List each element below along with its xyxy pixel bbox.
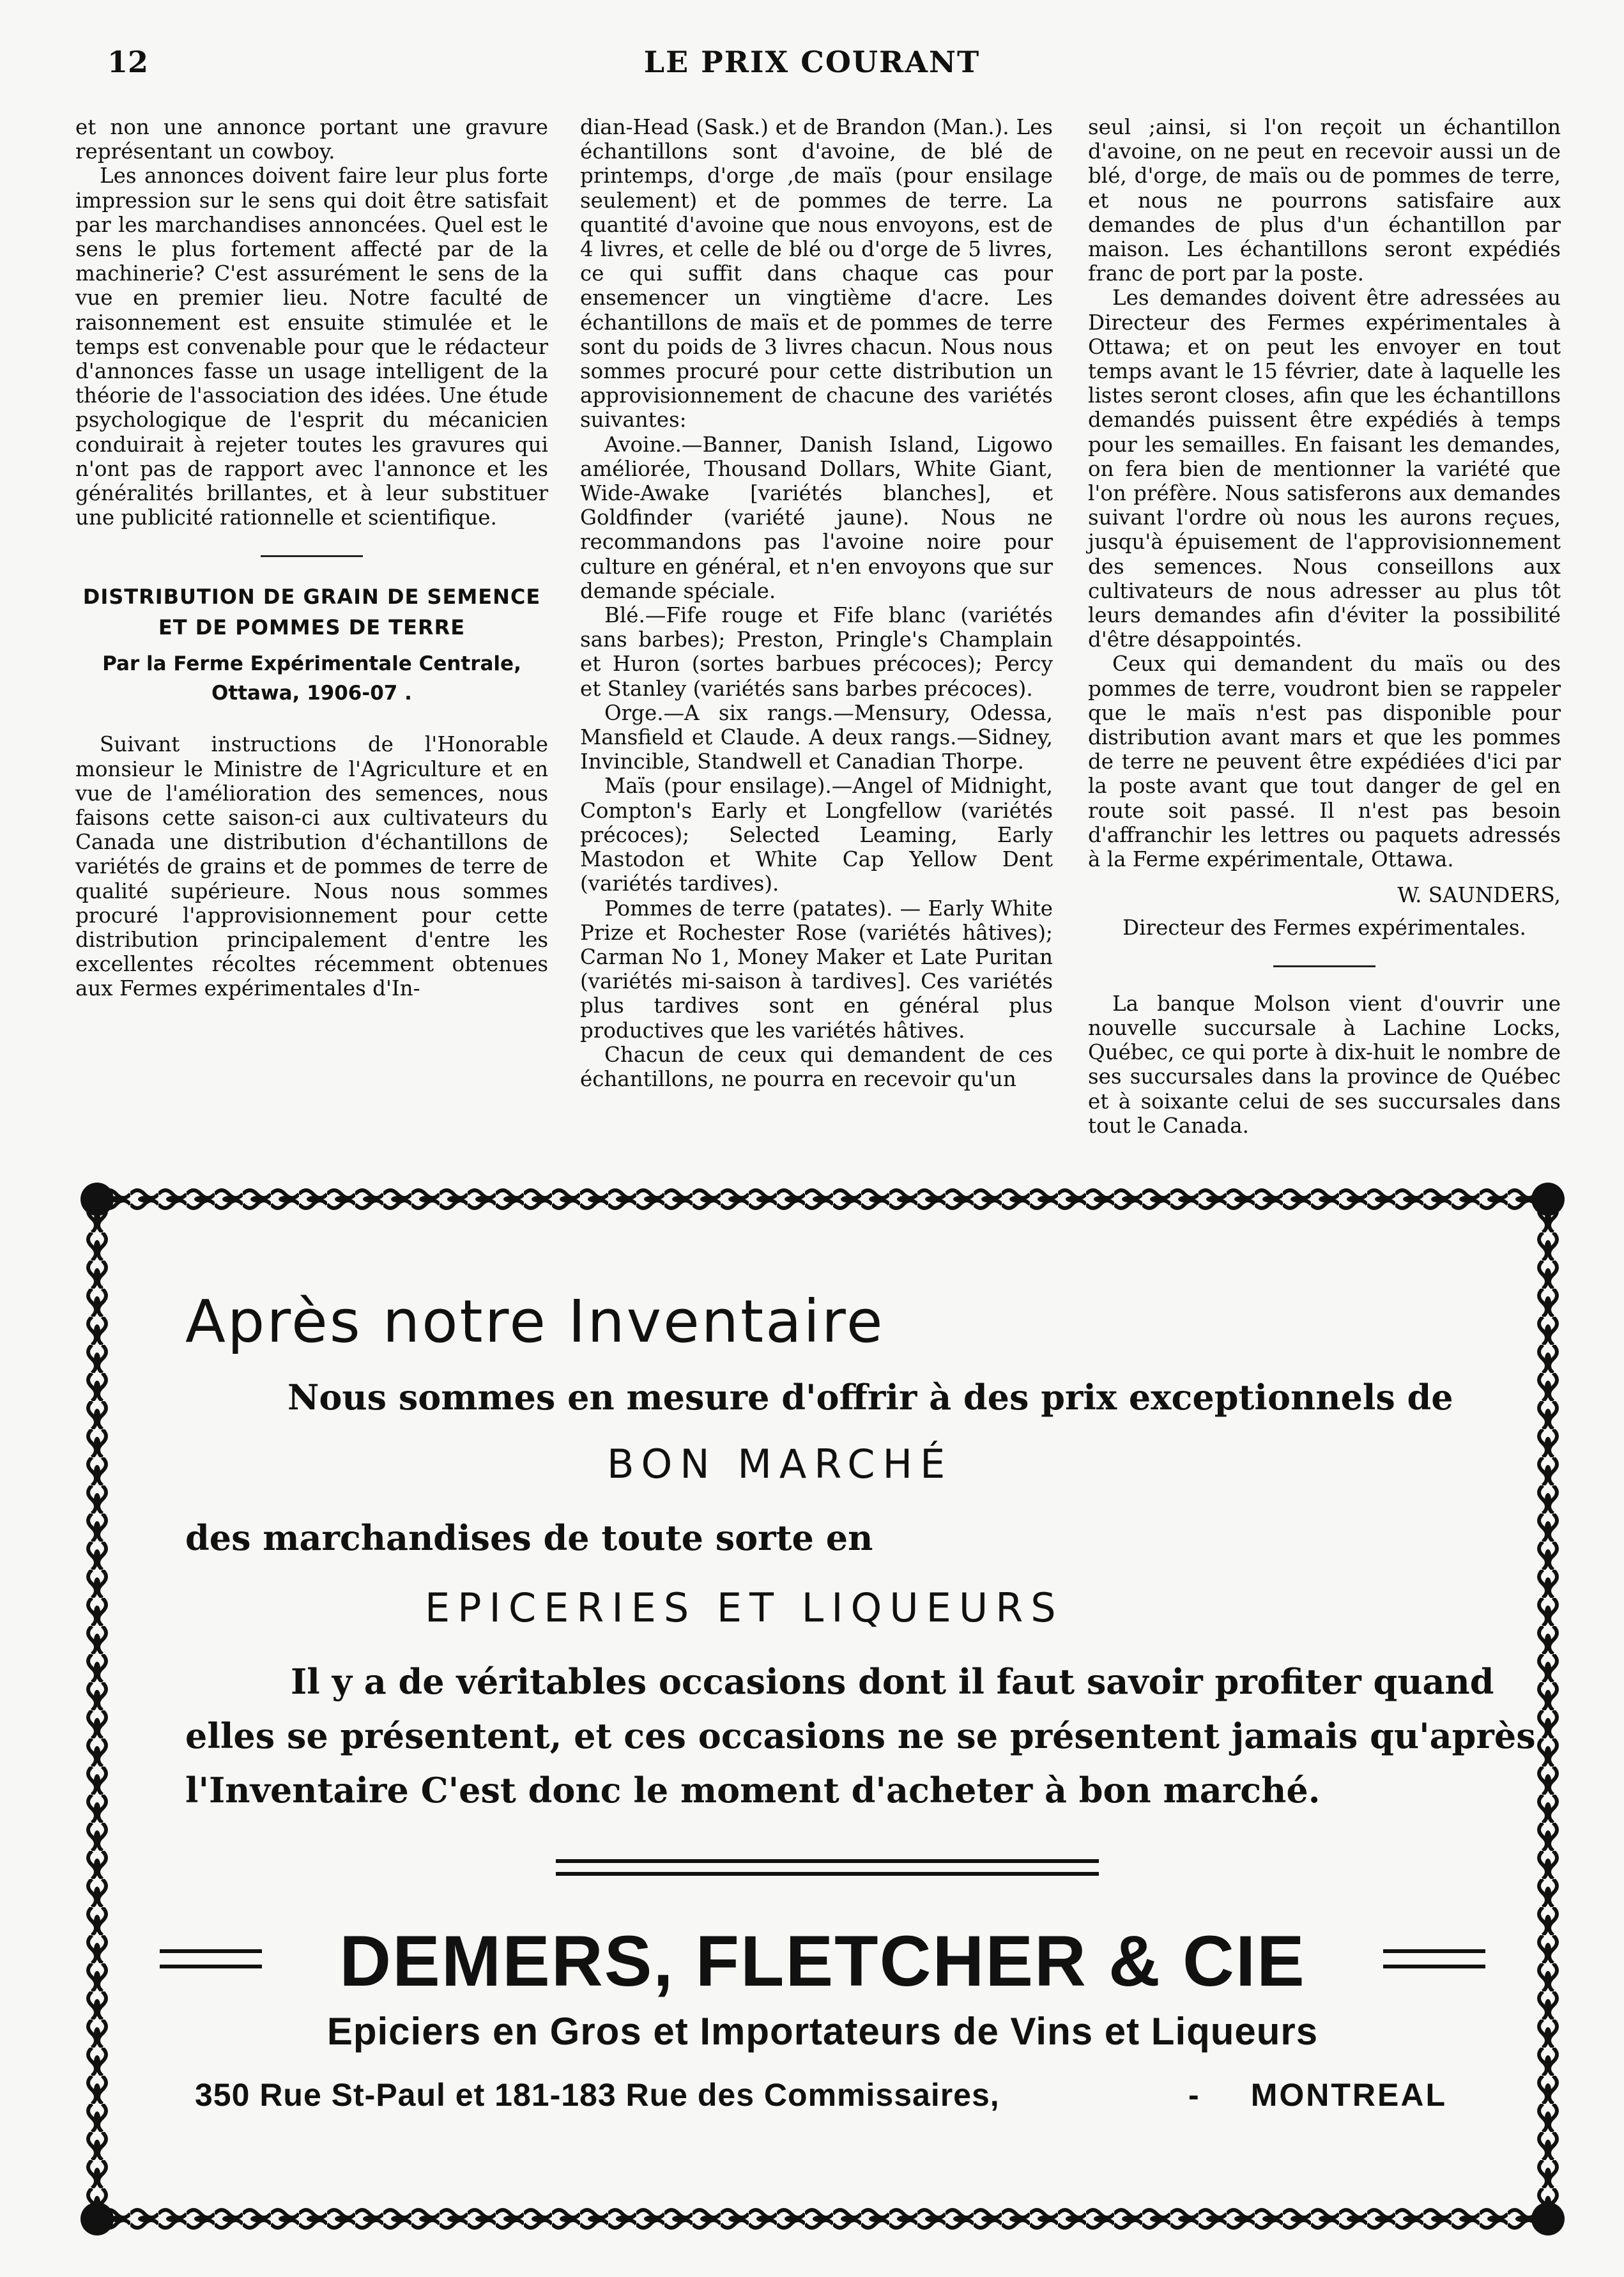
ad-headline: Après notre Inventaire xyxy=(185,1287,885,1356)
column-2 xyxy=(580,115,1053,1091)
double-rule xyxy=(556,1872,1099,1876)
journal-title: LE PRIX COURANT xyxy=(643,45,981,79)
company-block xyxy=(160,1920,1485,2003)
ad-text-line: l'Inventaire C'est donc le moment d'acheter à bon marché. xyxy=(185,1770,1321,1811)
column-3 xyxy=(1088,115,1561,1138)
company-tagline: Epiciers en Gros et Importateurs de Vins et Liqueurs xyxy=(326,2010,1319,2053)
decorative-bars xyxy=(1383,1949,1485,1972)
divider xyxy=(1273,965,1375,967)
decorative-border-right xyxy=(1534,1204,1562,2214)
paragraph: Maïs (pour ensilage).—Angel of Midnight, Compton's Early et Longfellow (variétés précoces); Selected Leaming, Early Mastodon et White Cap Yellow Dent (variétés tardives). xyxy=(580,774,1053,896)
company-name: DEMERS, FLETCHER & CIE xyxy=(339,1921,1306,2001)
paragraph: seul ;ainsi, si l'on reçoit un échantillon d'avoine, on ne peut en recevoir aussi un de blé, d'orge, de maïs ou de pommes de terre, et nous ne pourrons satisfaire aux demandes de plus d'un échantillon par maison. Les échantillons seront expédiés franc de port par la poste. xyxy=(1088,115,1561,286)
page-number: 12 xyxy=(107,45,149,79)
paragraph: Les annonces doivent faire leur plus forte impression sur le sens qui doit être satisfait par les marchandises annoncées. Quel est le sens le plus fortement affecté par de la machinerie? C'est assurément le sens de la vue en premier lieu. Notre faculté de raisonnement est ensuite stimulée et le temps est convenable pour que le rédacteur d'annonces fasse un usage intelligent de la théorie de l'association des idées. Une étude psychologique de l'esprit du mécanicien conduirait à rejeter toutes les gravures qui n'ont pas de rapport avec l'annonce et les généralités brillantes, et à leur substituer une publicité rationnelle et scientifique. xyxy=(75,164,548,530)
company-city: MONTREAL xyxy=(1250,2077,1447,2113)
corner-ornament xyxy=(80,2202,114,2235)
decorative-border-bottom xyxy=(102,2205,1543,2233)
column-1 xyxy=(75,115,548,1001)
company-address: 350 Rue St-Paul et 181-183 Rue des Commissaires, xyxy=(195,2077,1000,2113)
section-subtitle: Par la Ferme Expérimentale Centrale, Ottawa, 1906-07 . xyxy=(102,652,521,705)
ad-bon-marche: BON MARCHÉ xyxy=(607,1441,953,1487)
paragraph: Les demandes doivent être adressées au Directeur des Fermes expérimentales à Ottawa; et on peut les envoyer en tout temps avant le 15 février, date à laquelle les listes seront closes, afin que les échantillons demandés puissent être expédiés à temps pour les semailles. En faisant les demandes, on fera bien de mentionner la variété que l'on préfère. Nous satisferons aux demandes suivant l'ordre où nous les aurons reçues, jusqu'à épuisement de l'approvisionnement des semences. Nous conseillons aux cultivateurs de nous adresser au plus tôt leurs demandes afin d'éviter la possibilité d'être désappointés. xyxy=(1088,286,1561,652)
decorative-border-top xyxy=(102,1185,1543,1213)
ad-epiceries: EPICERIES ET LIQUEURS xyxy=(425,1584,1064,1631)
advertisement xyxy=(83,1185,1562,2233)
signature: W. SAUNDERS, xyxy=(1397,883,1561,908)
address-separator: - xyxy=(1188,2077,1199,2113)
ad-text-line: elles se présentent, et ces occasions ne se présentent jamais qu'après xyxy=(185,1715,1536,1756)
double-rule xyxy=(556,1859,1099,1863)
decorative-border-left xyxy=(83,1204,111,2214)
corner-ornament xyxy=(1531,1183,1565,1216)
paragraph: Orge.—A six rangs.—Mensury, Odessa, Mansfield et Claude. A deux rangs.—Sidney, Invincible, Standwell et Canadian Thorpe. xyxy=(580,700,1053,774)
signature-title: Directeur des Fermes expérimentales. xyxy=(1122,915,1526,940)
article-columns xyxy=(75,115,1564,1156)
divider xyxy=(261,555,363,557)
ad-text-line: Nous sommes en mesure d'offrir à des prix exceptionnels de xyxy=(287,1377,1453,1418)
ad-text-line: Il y a de véritables occasions dont il faut savoir profiter quand xyxy=(291,1661,1494,1702)
ad-text-line: des marchandises de toute sorte en xyxy=(185,1517,873,1558)
paragraph: Blé.—Fife rouge et Fife blanc (variétés sans barbes); Preston, Pringle's Champlain et Huron (sortes barbues précoces); Percy et Stanley (variétés sans barbes précoces). xyxy=(580,603,1053,701)
page-header xyxy=(77,45,1547,89)
section-title: DISTRIBUTION DE GRAIN DE SEMENCE ET DE POMMES DE TERRE xyxy=(82,585,541,640)
paragraph: Chacun de ceux qui demandent de ces échantillons, ne pourra en recevoir qu'un xyxy=(580,1042,1053,1091)
paragraph: La banque Molson vient d'ouvrir une nouvelle succursale à Lachine Locks, Québec, ce qui porte à dix-huit le nombre de ses succursales dans la province de Québec et à soixante celui de ses succursales dans tout le Canada. xyxy=(1088,991,1561,1138)
paragraph: Ceux qui demandent du maïs ou des pommes de terre, voudront bien se rappeler que le maïs n'est pas disponible pour distribution avant mars et que les pommes de terre ne peuvent être expédiées d'ici par la poste avant que tout danger de gel en route soit passé. Il n'est pas besoin d'affranchir les lettres ou paquets adressés à la Ferme expérimentale, Ottawa. xyxy=(1088,652,1561,872)
paragraph: Avoine.—Banner, Danish Island, Ligowo améliorée, Thousand Dollars, White Giant, Wide-Awake [variétés blanches], et Goldfinder (variété jaune). Nous ne recommandons pas l'avoine noire pour culture en général, et n'en envoyons que sur demande spéciale. xyxy=(580,432,1053,603)
corner-ornament xyxy=(80,1183,114,1216)
paragraph: Pommes de terre (patates). — Early White Prize et Rochester Rose (variétés hâtives); Carman No 1, Money Maker et Late Puritan (variétés mi-saison à tardives]. Ces variétés plus tardives sont en général plus productives que les variétés hâtives. xyxy=(580,896,1053,1043)
corner-ornament xyxy=(1531,2202,1565,2235)
paragraph: dian-Head (Sask.) et de Brandon (Man.). Les échantillons sont d'avoine, de blé de printemps, d'orge ,de maïs (pour ensilage seulement) et de pommes de terre. La quantité d'avoine que nous envoyons, est de 4 livres, et celle de blé ou d'orge de 5 livres, ce qui suffit dans chaque cas pour ensemencer un vingtième d'acre. Les échantillons de maïs et de pommes de terre sont du poids de 3 livres chacun. Nous nous sommes procuré pour cette distribution un approvisionnement de chacune des variétés suivantes: xyxy=(580,115,1053,433)
paragraph: Suivant instructions de l'Honorable monsieur le Ministre de l'Agriculture et en vue de l'amélioration des semences, nous faisons cette saison-ci aux cultivateurs du Canada une distribution d'échantillons de variétés de grains et de pommes de terre de qualité supérieure. Nous nous sommes procuré l'approvisionnement pour cette distribution principalement d'entre les excellentes récoltes récemment obtenues aux Fermes expérimentales d'In- xyxy=(75,732,548,1001)
paragraph: et non une annonce portant une gravure représentant un cowboy. xyxy=(75,115,548,164)
